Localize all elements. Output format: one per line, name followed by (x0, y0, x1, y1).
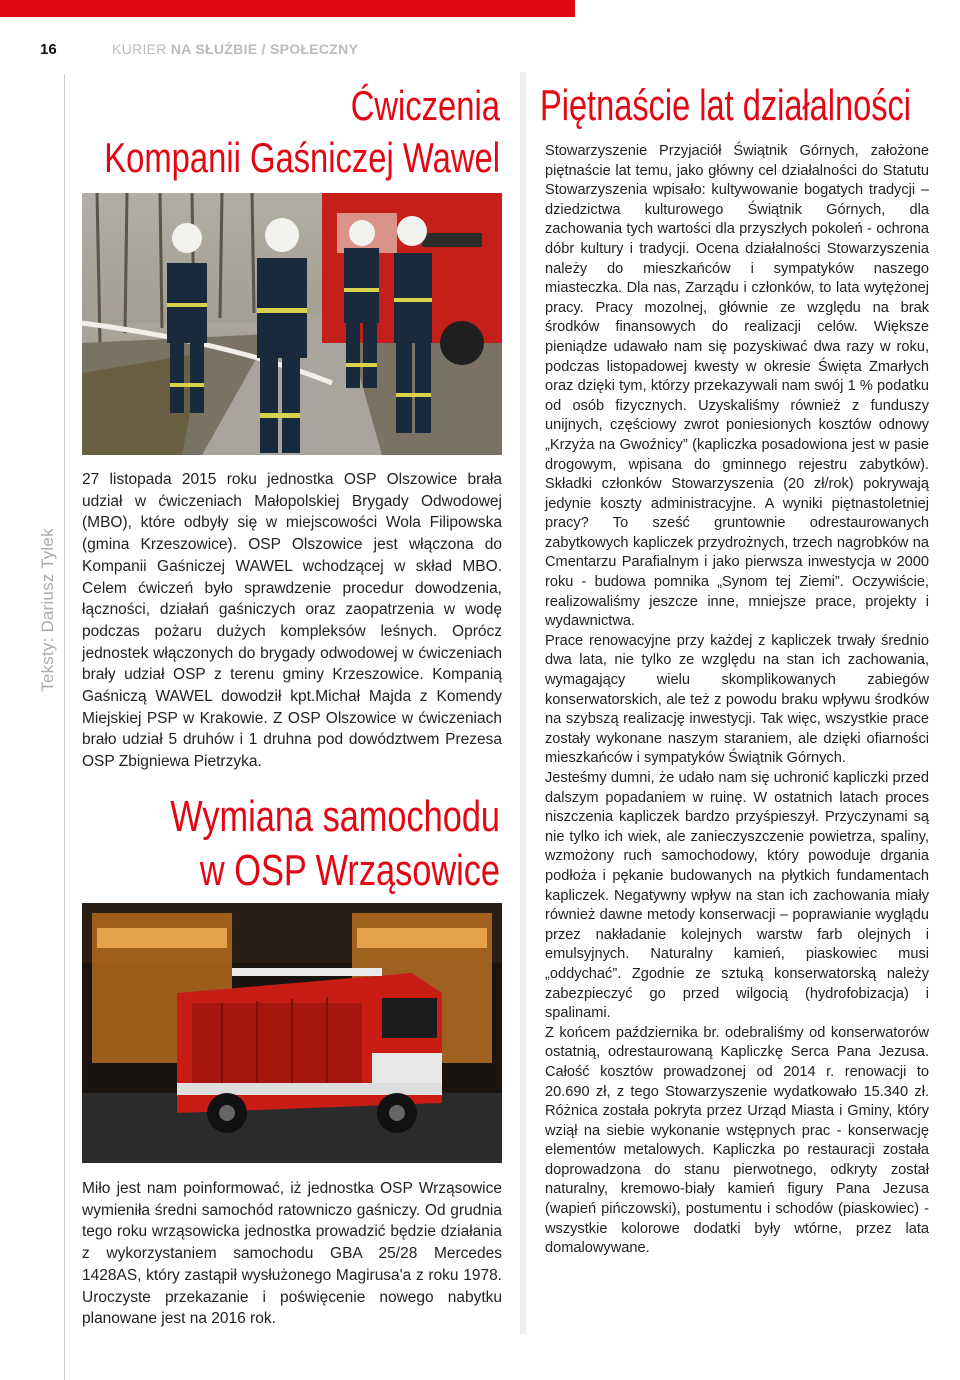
article3-body (545, 142, 929, 1259)
article3-paragraph: Z końcem października br. odebraliśmy od konserwatorów ostatnią, odrestaurowaną Kapliczkę Serca Pana Jezusa. Całość kosztów prowadzonej od 2014 r. renowacji to 20.690 zł, z tego Stowarzyszenie wydatkowało 15.340 zł. Różnica została pokryta przez Urząd Miasta i Gminy, który wziął na siebie wykonanie wstępnych prac - konserwację elementów metalowych. Kapliczka po restauracji została doprowadzona do stanu pierwotnego, odkryty został naturalny, kremowo-biały kamień figury Pana Jezusa (wapień pińczowski), postumentu i schodów (piaskowiec) - wszystkie kolorowe dodatki były wtórne, przez lata domalowywane. (545, 1024, 929, 1257)
article1-title-line1: Ćwiczenia (350, 82, 500, 129)
article3-paragraph: Jesteśmy dumni, że udało nam się uchronić kapliczki przed dalszym popadaniem w ruinę. W ostatnich latach proces niszczenia kapliczek bardzo przyśpieszył. Przyczynami są nie tylko ich wiek, ale zanieczyszczenie powietrza, spaliny, wzmożony ruch samochodowy, który powoduje drgania podłoża i pękanie budowanych na płytkich fundamentach kapliczek. Negatywny wpływ na stan ich zachowania miały również dawne metody konserwacji – poprawianie wyglądu przez nakładanie kolejnych warstw farb olejnych i emulsyjnych. Naturalny kamień, piaskowiec musi „oddychać”. Zgodnie ze sztuką konserwatorską należy zabezpieczyć go przed wilgocią (hydrofobizacja) i spalinami. (545, 770, 929, 1022)
article2-body: Miło jest nam poinformować, iż jednostka OSP Wrząsowice wymieniła średni samochód ratowniczo gaśniczy. Od grudnia tego roku wrząsowicka jednostka prowadzić będzie działania z wykorzystaniem samochodu GBA 25/28 Mercedes 1428AS, który zastąpił wysłużonego Magirusa'a z roku 1978. Uroczyste przekazanie i poświęcenie nowego nabytku planowane jest na 2016 rok. (82, 1180, 502, 1328)
photo-fire-truck (82, 903, 502, 1163)
page-number: 16 (40, 41, 57, 58)
article3-paragraph: Stowarzyszenie Przyjaciół Świątnik Górnych, założone piętnaście lat temu, jako główny cel działalności do Statutu Stowarzyszenia wpisało: kultywowanie bogatych tradycji – dziedzictwa kulturowego Świątnik Górnych, dla zachowania tych wartości dla przyszłych pokoleń - ochrona dóbr kultury i tradycji. Ocena działalności Stowarzyszenia należy do mieszkańców i sympatyków naszego miasteczka. Dla nas, Zarządu i członków, to lata wytężonej pracy. Pracy mozolnej, głównie ze względu na brak środków finansowych do realizacji celów. Większe pieniądze udawało nam się pozyskiwać dwa razy w roku, podczas listopadowej kwesty w okresie Święta Zmarłych oraz dzięki tym, którzy przekazywali nam swój 1 % podatku od osób fizycznych. Uzyskaliśmy również z funduszy unijnych, częściowy zwrot poniesionych kosztów odnowy „Krzyża na Gwoźnicy” (kapliczka posadowiona jest w pasie drogowym, wpisana do gminnego rejestru zabytków). Składki członków Stowarzyszenia (20 zł/rok) pokrywają jedynie koszty administracyjne. A wyniki piętnastoletniej pracy? To sześć gruntownie odrestaurowanych zabytkowych kapliczek przydrożnych, trzech nagrobków na Cmentarzu Parafialnym i jako pierwsza inwestycja w 2000 roku - budowa pomnika „Synom tej Ziemi”. Oczywiście, realizowaliśmy jeszcze inne, mniejsze prace, projekty i wydawnictwa. (545, 143, 929, 630)
section-header (112, 41, 358, 57)
photo-firefighters-exercise (82, 193, 502, 455)
column-divider (520, 72, 526, 1334)
sidebar-divider (64, 74, 65, 1380)
article3-paragraph: Prace renowacyjne przy każdej z kapliczek trwały średnio dwa lata, nie tylko ze względu na stan ich zachowania, wymagający wielu skomplikowanych zabiegów konserwatorskich, ale też z powodu braku wpływu środków na szybszą realizację inwestycji. Tak więc, wszystkie prace zostały wykonane naszym staraniem, ale dzięki ofiarności mieszkańców i sympatyków Świątnik Górnych. (545, 632, 929, 767)
article1-body: 27 listopada 2015 roku jednostka OSP Olszowice brała udział w ćwiczeniach Małopolskiej Brygady Odwodowej (MBO), które odbyły się w miejscowości Wola Filipowska (gmina Krzeszowice). OSP Olszowice jest włączona do Kompanii Gaśniczej WAWEL wchodzącej w skład MBO. Celem ćwiczeń było sprawdzenie procedur dowodzenia, łączności, działań gaśniczych oraz zaopatrzenia w wodę podczas pożaru dużych kompleksów leśnych. Oprócz jednostek włączonych do brygady odwodowej w ćwiczeniach brały udział OSP z terenu gminy Krzeszowice. Kompanią Gaśniczą WAWEL dowodził kpt.Michał Majda z Komendy Miejskiej PSP w Krakowie. Z OSP Olszowice w ćwiczeniach brało udział 5 druhów i 1 druhna pod dowództwem Prezesa OSP Zbigniewa Pietrzyka. (82, 471, 502, 771)
section-prefix: KURIER (112, 41, 171, 57)
article2-title (63, 790, 500, 898)
article2-title-line2: w OSP Wrząsowice (199, 846, 500, 895)
article1-title (63, 80, 500, 184)
author-credit: Teksty: Dariusz Tylek (38, 528, 57, 692)
article1-title-line2: Kompanii Gaśniczej Wawel (104, 134, 500, 181)
article3-title: Piętnaście lat działalności (540, 81, 912, 130)
section-name: NA SŁUŻBIE / SPOŁECZNY (170, 41, 359, 57)
top-accent-bar (0, 0, 575, 17)
article2-title-line1: Wymiana samochodu (170, 792, 500, 841)
